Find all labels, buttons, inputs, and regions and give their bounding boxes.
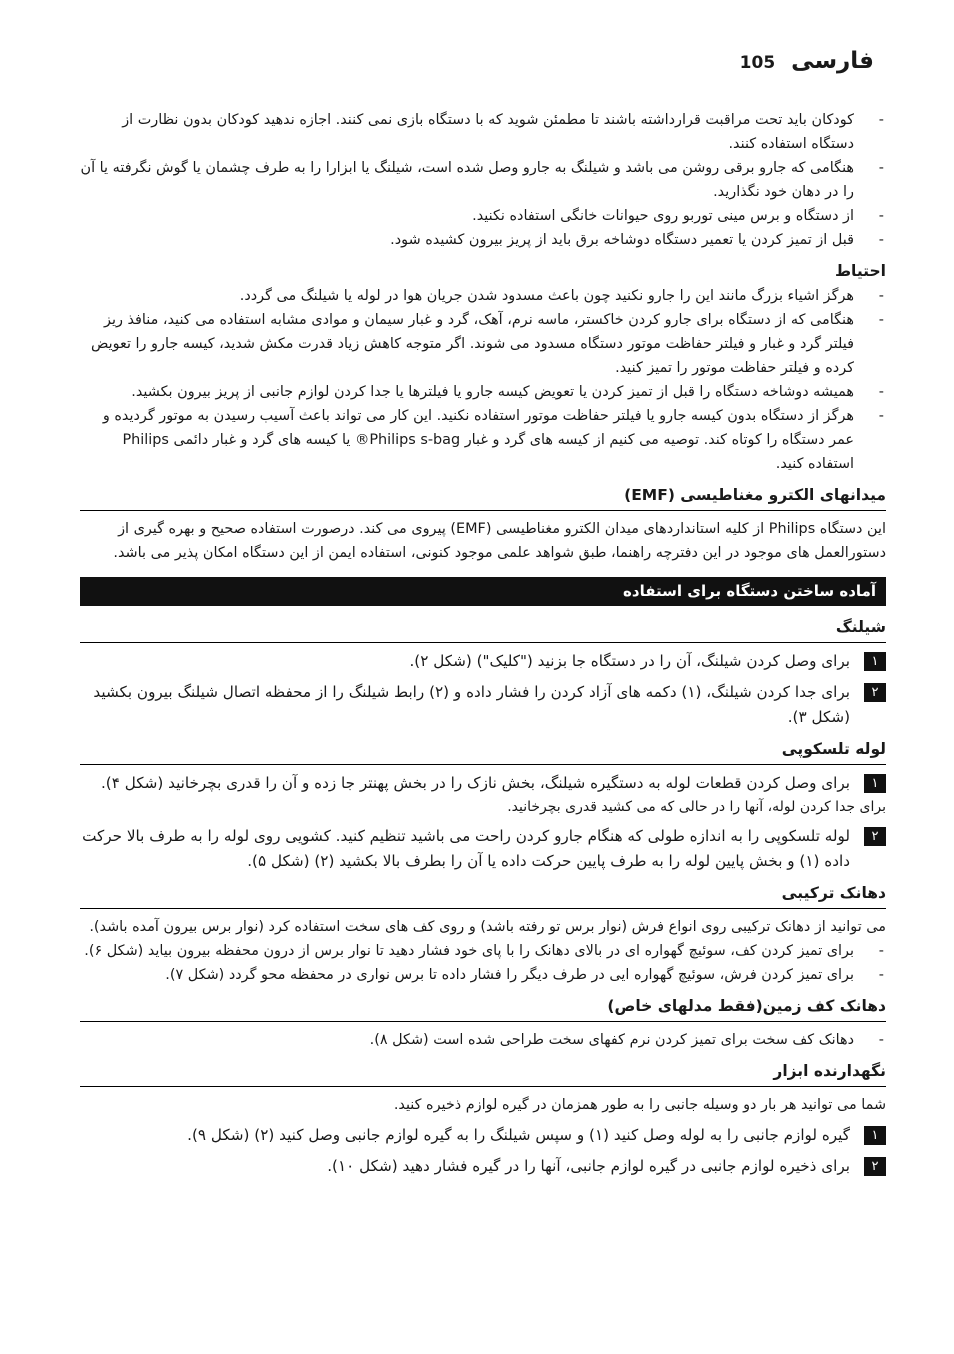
floor-nozzle-bullet: - دهانک کف سخت برای تمیز کردن نرم کفهای سخت طراحی شده است (شکل ۸). — [80, 1028, 886, 1052]
step-text: برای وصل کردن شیلنگ، آن را در دستگاه جا بزنید ("کلیک") (شکل ۲). — [409, 652, 850, 670]
step-text: برای ذخیره لوازم جانبی در گیره لوازم جانبی، آنها را در گیره فشار دهید (شکل ۱۰). — [327, 1157, 850, 1175]
tube-note: برای جدا کردن لوله، آنها را در حالی که می کشید قدری بچرخانید. — [507, 799, 886, 815]
step-number: ۲ — [864, 827, 886, 846]
hose-step-2 — [80, 680, 886, 730]
hose-step-1 — [80, 649, 886, 674]
step-number: ۲ — [864, 683, 886, 702]
step-number: ۱ — [864, 652, 886, 671]
step-text: برای وصل کردن قطعات لوله به دستگیره شیلنگ، بخش نازک را در بخش پهنتر جا زده و آن را قدری بچرخانید (شکل ۴). — [100, 774, 850, 792]
safety-bullet: - کودکان باید تحت مراقبت قرارداشته باشند تا مطمئن شوید که با دستگاه بازی نمی کنند. اجازه ندهید کودکان بدون نظارت از دستگاه استفاده کنند. — [80, 108, 886, 156]
manual-page — [80, 46, 886, 1179]
safety-bullet: - هنگامی که جارو برقی روشن می باشد و شیلنگ به جارو وصل شده است، شیلنگ یا ابزارا را به طرف چشمان یا گوش نگرفته یا آن را در دهان خود نگذارید. — [80, 156, 886, 204]
page-number: 105 — [739, 53, 776, 73]
hose-heading: شیلنگ — [80, 614, 886, 643]
caution-bullet: - همیشه دوشاخه دستگاه را قبل از تمیز کردن یا تعویض کیسه جارو یا فیلترها یا جدا کردن لوازم جانبی از پریز بیرون بکشید. — [80, 380, 886, 404]
caution-bullet: - هرگز از دستگاه بدون کیسه جارو یا فیلتر حفاظت موتور استفاده نکنید. این کار می تواند باعث آسیب رسیدن به موتور گردیده و عمر دستگاه را کوتاه کند. توصیه می کنیم از کیسه های گرد و غبار Philips s-bag® یا کیسه های گرد و غبار دائمی Philips استفاده کنید. — [80, 404, 886, 476]
step-number: ۱ — [864, 774, 886, 793]
holder-step-1 — [80, 1123, 886, 1148]
holder-text: شما می توانید هر بار دو وسیله جانبی را به طور همزمان در گیره لوازم ذخیره کنید. — [393, 1097, 886, 1113]
step-text: گیره لوازم جانبی را به لوله وصل کنید (۱) و سپس شیلنگ را به گیره لوازم جانبی وصل کنید (۲) (شکل ۹). — [187, 1126, 850, 1144]
step-number: ۱ — [864, 1126, 886, 1145]
holder-heading: نگهدارنده ابزار — [80, 1058, 886, 1087]
tube-step-1 — [80, 771, 886, 796]
emf-text: این دستگاه Philips از کلیه استانداردهای میدان الکترو مغناطیسی (EMF) پیروی می کند. درصورت استفاده صحیح و بهره گیری از دستورالعمل های موجود در این دفترچه راهنما، طبق شواهد علمی موجود کنونی، استفاده ایمن از این دستگاه امکان پذیر می باشد. — [113, 521, 886, 561]
holder-step-2 — [80, 1154, 886, 1179]
caution-bullet: - هرگز اشیاء بزرگ مانند این را جارو نکنید چون باعث مسدود شدن جریان هوا در لوله یا شیلنگ می گردد. — [80, 284, 886, 308]
section-bar-prep: آماده ساختن دستگاه برای استفاده — [80, 577, 886, 606]
nozzle-bullet: - برای تمیز کردن کف، سوئیچ گهواره ای در بالای دهانک را با پای خود فشار دهید تا نوار برس از درون محفظه بیرون بیاید (شکل ۶). — [80, 939, 886, 963]
step-text: برای جدا کردن شیلنگ، (۱) دکمه های آزاد کردن را فشار داده و (۲) رابط شیلنگ را از محفظه اتصال شیلنگ بیرون بکشید (شکل ۳). — [93, 683, 850, 726]
safety-bullet: - از دستگاه و برس مینی توربو روی حیوانات خانگی استفاده نکنید. — [80, 204, 886, 228]
caution-heading: احتیاط — [834, 262, 886, 280]
nozzle-text: می توانید از دهانک ترکیبی روی انواع فرش (نوار برس تو رفته باشد) و روی کف های سخت استفاده کرد (نوار برس بیرون آمده باشد). — [89, 919, 886, 935]
step-text: لوله تلسکوپی را به اندازه طولی که هنگام جارو کردن راحت می باشید تنظیم کنید. کشویی روی لوله را به طرف بالا حرکت داده (۱) و بخش پایین لوله را به طرف پایین حرکت داده یا آن را بطرف بالا بکشید (۲) (شکل ۵). — [82, 827, 850, 870]
safety-bullet: - قبل از تمیز کردن یا تعمیر دستگاه دوشاخه برق باید از پریز بیرون کشیده شود. — [80, 228, 886, 252]
nozzle-heading: دهانک ترکیبی — [80, 880, 886, 909]
tube-heading: لوله تلسکوپی — [80, 736, 886, 765]
caution-bullet: - هنگامی که از دستگاه برای جارو کردن خاکستر، ماسه نرم، آهک، گرد و غبار سیمان و موادی مشابه استفاده می کنید، منافذ ریز فیلتر گرد و غبار و فیلتر حفاظت موتور دستگاه مسدود می شوند. اگر متوجه کاهش زیاد قدرت مکش شدید، کیسه جارو را تعویض کرده و فیلتر حفاظت موتور را تمیز کنید. — [80, 308, 886, 380]
language-title: فارسی — [791, 48, 874, 74]
tube-step-2 — [80, 824, 886, 874]
emf-heading: میدانهای الکترو مغناطیسی (EMF) — [80, 482, 886, 511]
floor-nozzle-heading: دهانک کف زمین(فقط مدلهای خاص) — [80, 993, 886, 1022]
nozzle-bullet: - برای تمیز کردن فرش، سوئیچ گهواره ایی در طرف دیگر را فشار داده تا برس نواری در محفظه محو گردد (شکل ۷). — [80, 963, 886, 987]
step-number: ۲ — [864, 1157, 886, 1176]
